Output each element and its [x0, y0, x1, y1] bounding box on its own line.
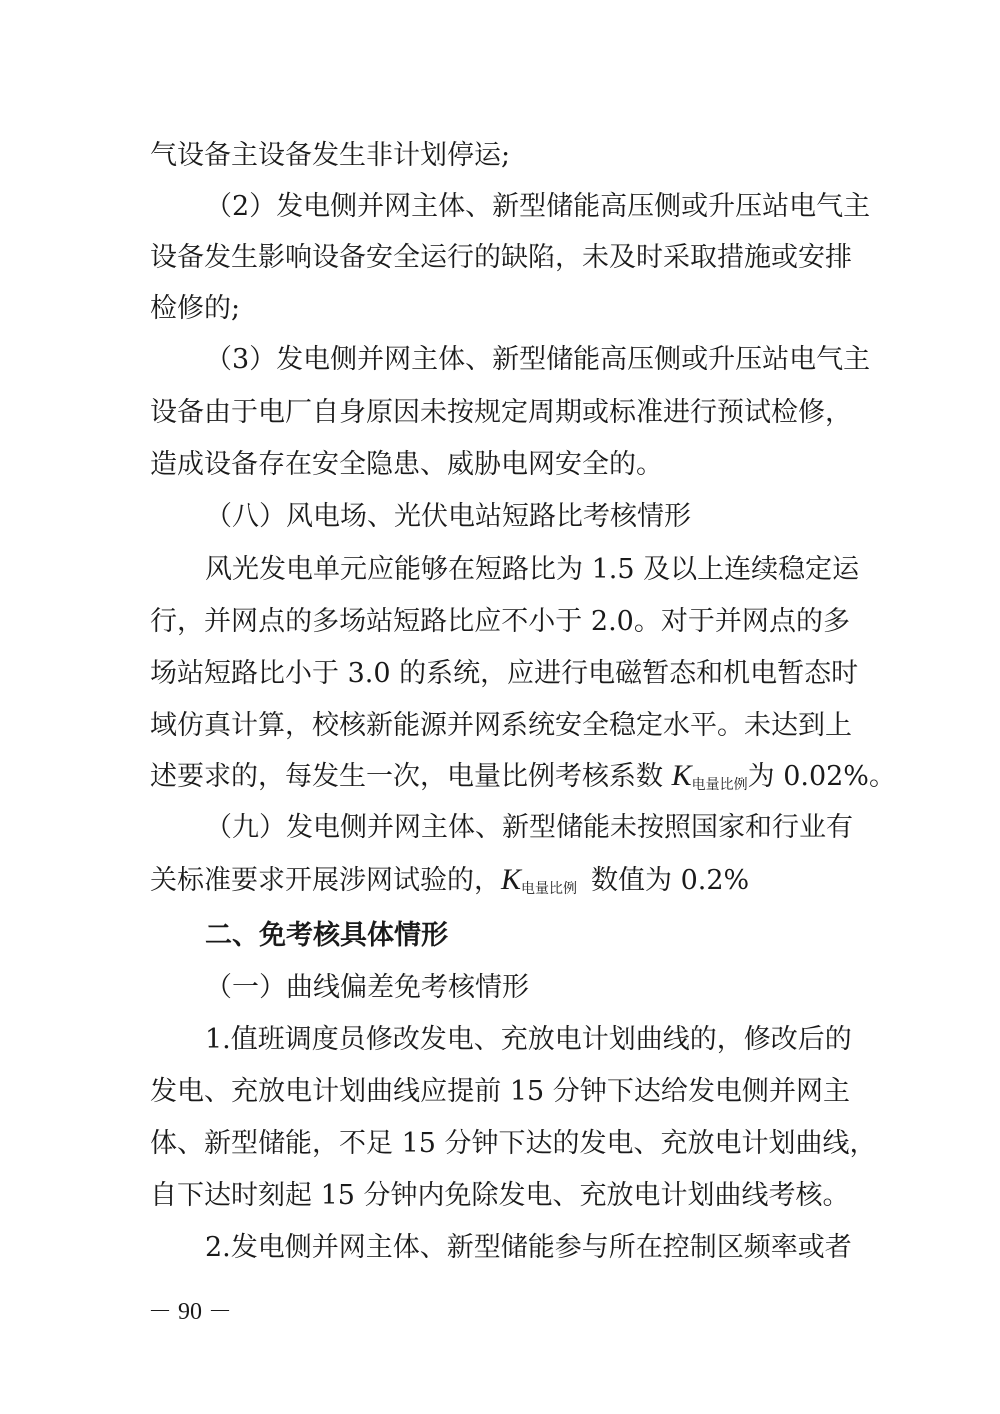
text-line: 2.发电侧并网主体、新型储能参与所在控制区频率或者 — [205, 1232, 852, 1263]
text-line: 设备发生影响设备安全运行的缺陷，未及时采取措施或安排 — [150, 242, 852, 273]
k-symbol: K — [671, 759, 692, 792]
text-line: 发电、充放电计划曲线应提前 15 分钟下达给发电侧并网主 — [150, 1076, 850, 1107]
text-line: （2）发电侧并网主体、新型储能高压侧或升压站电气主 — [205, 191, 871, 222]
text-line: 气设备主设备发生非计划停运; — [150, 140, 511, 171]
text-line: （3）发电侧并网主体、新型储能高压侧或升压站电气主 — [205, 344, 871, 375]
text-segment: 述要求的，每发生一次，电量比例考核系数 — [150, 761, 672, 792]
text-line: 域仿真计算，校核新能源并网系统安全稳定水平。未达到上 — [150, 710, 852, 741]
text-line: 风光发电单元应能够在短路比为 1.5 及以上连续稳定运 — [205, 554, 860, 585]
text-line: 行，并网点的多场站短路比应不小于 2.0。对于并网点的多 — [150, 606, 850, 637]
text-segment: 关标准要求开展涉网试验的， — [150, 865, 501, 896]
text-line: 设备由于电厂自身原因未按规定周期或标准进行预试检修， — [150, 397, 852, 428]
text-line: 场站短路比小于 3.0 的系统，应进行电磁暂态和机电暂态时 — [150, 658, 859, 689]
text-line: 检修的; — [150, 293, 241, 324]
section-heading: （八）风电场、光伏电站短路比考核情形 — [205, 501, 691, 532]
text-line-with-symbol — [150, 756, 896, 796]
text-line: （九）发电侧并网主体、新型储能未按照国家和行业有 — [205, 812, 853, 843]
k-symbol: K — [501, 863, 522, 896]
text-segment: 数值为 0.2% — [591, 865, 750, 896]
k-subscript: 电量比例 — [691, 777, 748, 793]
text-line: 造成设备存在安全隐患、威胁电网安全的。 — [150, 449, 663, 480]
page-number: － 90 － — [148, 1299, 232, 1325]
section-title: 二、免考核具体情形 — [205, 920, 448, 951]
k-subscript: 电量比例 — [521, 881, 578, 897]
text-segment: 为 0.02%。 — [747, 761, 896, 792]
text-line: 体、新型储能，不足 15 分钟下达的发电、充放电计划曲线， — [150, 1128, 877, 1159]
text-line: 1.值班调度员修改发电、充放电计划曲线的，修改后的 — [205, 1024, 852, 1055]
text-line-with-symbol — [150, 860, 850, 900]
text-line: 自下达时刻起 15 分钟内免除发电、充放电计划曲线考核。 — [150, 1180, 850, 1211]
subsection-heading: （一）曲线偏差免考核情形 — [205, 972, 529, 1003]
